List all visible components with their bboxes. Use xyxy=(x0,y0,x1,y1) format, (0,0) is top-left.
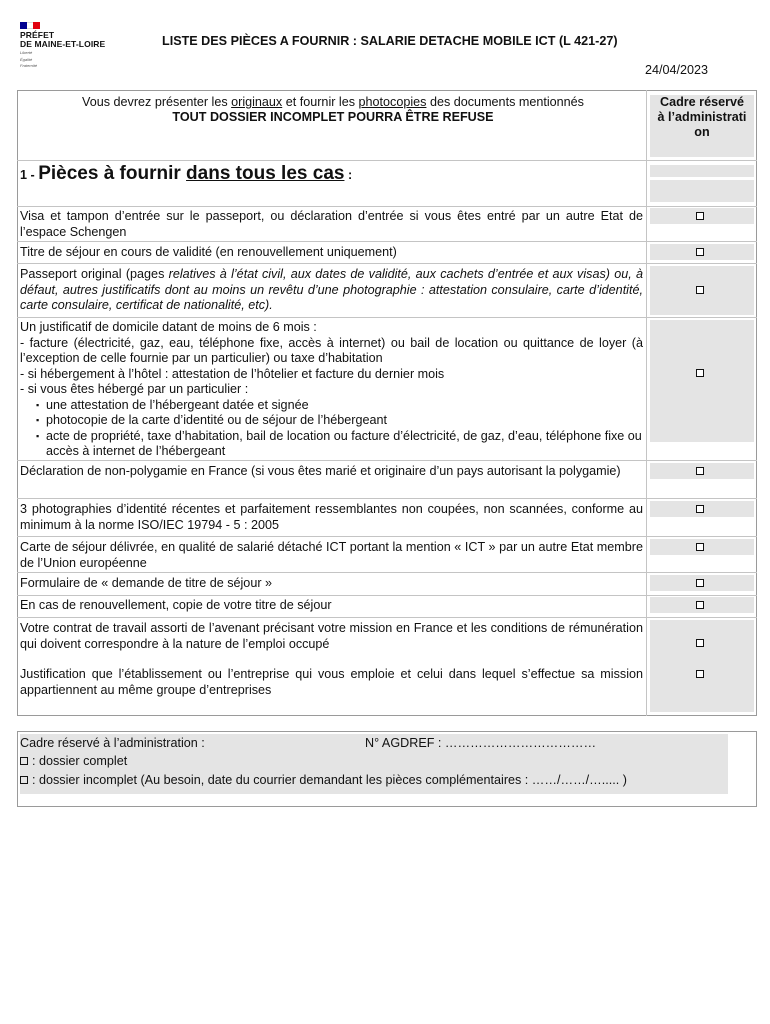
row-divider xyxy=(17,572,757,573)
item-titre-sejour: Titre de séjour en cours de validité (en renouvellement uniquement) xyxy=(20,245,397,259)
logo-line2: DE MAINE-ET-LOIRE xyxy=(20,39,106,49)
checkbox-dossier-complet[interactable] xyxy=(20,757,28,765)
checkbox-formulaire[interactable] xyxy=(696,579,704,587)
checkbox-renouvellement[interactable] xyxy=(696,601,704,609)
item-polygamie: Déclaration de non-polygamie en France (si vous êtes marié et originaire d’un pays autorisant la polygamie) xyxy=(20,464,621,478)
admin-cell xyxy=(650,165,754,177)
french-flag-icon xyxy=(20,22,40,29)
item-carte-ict: Carte de séjour délivrée, en qualité de salarié détaché ICT portant la mention « ICT » par un autre Etat membre de l’Union européenne xyxy=(20,540,643,570)
motto-liberte: Liberté xyxy=(20,50,33,55)
row-divider xyxy=(17,460,757,461)
motto-fraternite: Fraternité xyxy=(20,63,38,68)
incomplete-warning: TOUT DOSSIER INCOMPLET POURRA ÊTRE REFUSE xyxy=(172,110,494,124)
row-divider xyxy=(17,536,757,537)
intro-text: Vous devrez présenter les originaux et fournir les photocopies des documents mentionnés TOUT DOSSIER INCOMPLET POURRA ÊTRE REFUSE xyxy=(82,95,584,124)
item-domicile: Un justificatif de domicile datant de moins de 6 mois : - facture (électricité, gaz, eau, téléphone fixe, accès à internet) ou bail de location ou quittance de loyer (à l’exception de celle fournie par un particulier) ou taxe d’habitation - si hébergement à l’hôtel : attestation de l’hôtelier et facture du dernier mois - si vous êtes hébergé par un particulier : ▪ une attestation de l’hébergeant datée et signée ▪ photocopie de la carte d’identité ou de séjour de l’hébergeant ▪ acte de propriété, taxe d’habitation, bail de location ou facture d’électricité, de gaz, d’eau, téléphone fixe ou accès à internet de l’hébergeant xyxy=(20,320,643,460)
checkbox-dossier-incomplet[interactable] xyxy=(20,776,28,784)
footer-admin-label: Cadre réservé à l’administration : xyxy=(20,736,205,750)
checkbox-passeport[interactable] xyxy=(696,286,704,294)
domicile-bullet: ▪ acte de propriété, taxe d’habitation, bail de location ou facture d’électricité, de gaz, d’eau, téléphone fixe ou accès à internet de l’hébergeant xyxy=(46,429,643,460)
agdref-field: N° AGDREF : ……………………………… xyxy=(365,736,597,750)
prefet-logo xyxy=(20,22,120,69)
checkbox-justification[interactable] xyxy=(696,670,704,678)
admin-column-header: Cadre réservé à l’administration xyxy=(650,95,754,157)
checkbox-polygamie[interactable] xyxy=(696,467,704,475)
checkbox-titre-sejour[interactable] xyxy=(696,248,704,256)
row-divider xyxy=(17,160,757,161)
checkbox-visa[interactable] xyxy=(696,212,704,220)
row-divider xyxy=(17,241,757,242)
checkbox-photos[interactable] xyxy=(696,505,704,513)
item-justification: Justification que l’établissement ou l’entreprise qui vous emploie et celui dans lequel s’effectue sa mission appartiennent au même groupe d’entreprises xyxy=(20,667,643,697)
checkbox-contrat[interactable] xyxy=(696,639,704,647)
footer-incomplet: : dossier incomplet (Au besoin, date du courrier demandant les pièces complémentaires : ……/……/…..... ) xyxy=(20,773,627,788)
row-divider xyxy=(17,317,757,318)
row-divider xyxy=(17,263,757,264)
row-divider xyxy=(17,206,757,207)
document-title: LISTE DES PIÈCES A FOURNIR : SALARIE DETACHE MOBILE ICT (L 421-27) xyxy=(162,34,618,48)
admin-cell xyxy=(650,620,754,712)
item-contrat: Votre contrat de travail assorti de l’avenant précisant votre mission en France et les conditions de rémunération qui doivent correspondre à la nature de l’emploi occupé xyxy=(20,621,643,651)
row-divider xyxy=(17,498,757,499)
item-visa: Visa et tampon d’entrée sur le passeport, ou déclaration d’entrée si vous êtes entré par un autre Etat de l’espace Schengen xyxy=(20,209,643,239)
row-divider xyxy=(17,617,757,618)
column-separator xyxy=(646,90,647,716)
checkbox-carte-ict[interactable] xyxy=(696,543,704,551)
checkbox-domicile[interactable] xyxy=(696,369,704,377)
document-date: 24/04/2023 xyxy=(645,63,709,77)
admin-cell xyxy=(650,320,754,442)
logo-line1: PRÉFET xyxy=(20,30,55,40)
motto-egalite: Égalité xyxy=(20,56,33,62)
domicile-bullet: ▪ une attestation de l’hébergeant datée et signée xyxy=(46,398,643,414)
item-passeport: Passeport original (pages relatives à l’état civil, aux dates de validité, aux cachets d’entrée et aux visas) ou, à défaut, autres justificatifs dont au moins un revêtu d’une photographie : attestation consulaire, carte d’identité, carte consulaire, certificat de nationalité, etc). xyxy=(20,267,643,312)
domicile-bullet: ▪ photocopie de la carte d’identité ou de séjour de l’hébergeant xyxy=(46,413,643,429)
item-photos: 3 photographies d’identité récentes et parfaitement ressemblantes non coupées, non scannées, conforme au minimum à la norme ISO/IEC 19794 - 5 : 2005 xyxy=(20,502,643,532)
item-formulaire: Formulaire de « demande de titre de séjour » xyxy=(20,576,273,590)
section-title: 1 - Pièces à fournir dans tous les cas : xyxy=(20,163,353,184)
footer-complet: : dossier complet xyxy=(20,754,127,769)
item-renouvellement: En cas de renouvellement, copie de votre titre de séjour xyxy=(20,598,332,612)
admin-cell xyxy=(650,180,754,202)
row-divider xyxy=(17,595,757,596)
